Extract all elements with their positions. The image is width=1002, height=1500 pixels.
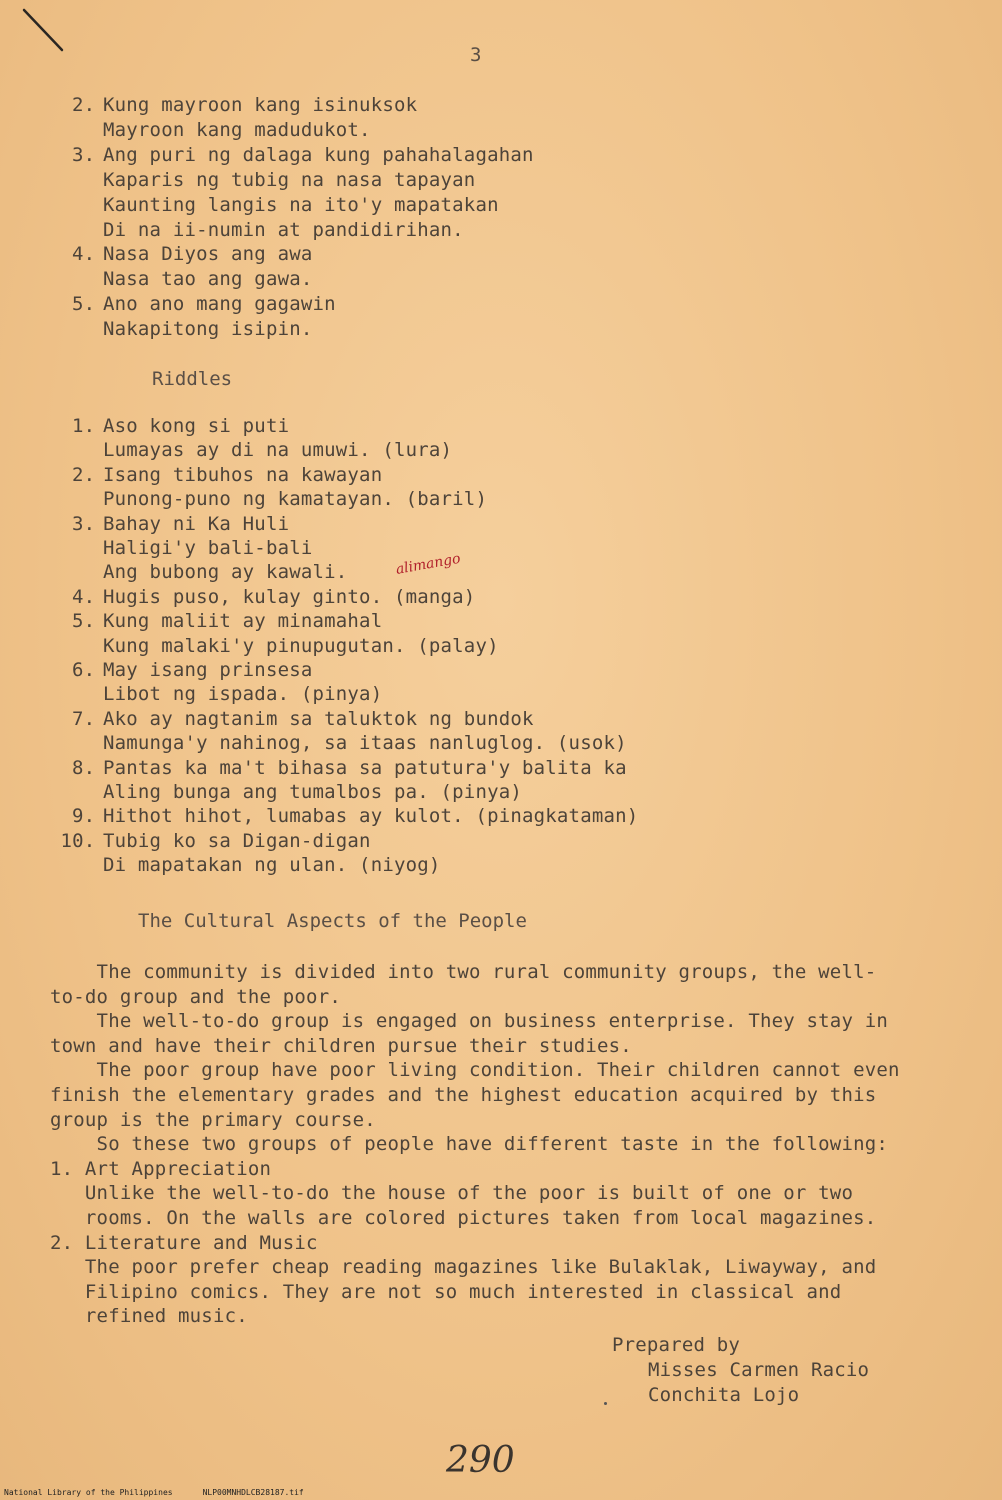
proverb-number: 5.: [72, 293, 96, 316]
cultural-line: group is the primary course.: [50, 1108, 376, 1131]
riddle-line: Isang tibuhos na kawayan: [103, 463, 383, 486]
proverb-line: Nakapitong isipin.: [103, 318, 313, 341]
riddle-number: 8.: [72, 756, 96, 779]
riddles-heading: Riddles: [152, 368, 233, 390]
riddle-line: Aling bunga ang tumalbos pa. (pinya): [103, 781, 523, 803]
riddle-line: Namunga'y nahinog, sa itaas nanluglog. (usok): [103, 732, 627, 755]
preparer-name-1: Misses Carmen Racio: [648, 1359, 870, 1381]
riddle-line: Tubig ko sa Digan-digan: [103, 829, 371, 852]
proverb-number: 3.: [72, 143, 96, 166]
page-number: 3: [470, 44, 482, 66]
footer-library: National Library of the Philippines: [4, 1488, 173, 1497]
cultural-heading: The Cultural Aspects of the People: [138, 910, 527, 932]
proverb-line: Di na ii-numin at pandidirihan.: [103, 218, 464, 241]
proverb-number: 2.: [72, 94, 96, 116]
handwritten-annotation: alimango: [394, 550, 462, 578]
riddle-line: Kung malaki'y pinupugutan. (palay): [103, 634, 499, 657]
riddle-line: Hugis puso, kulay ginto. (manga): [103, 585, 476, 608]
cultural-line: town and have their children pursue their studies.: [50, 1034, 632, 1057]
pen-stroke-mark: [22, 6, 72, 56]
scan-footer: [4, 1488, 304, 1497]
riddle-number: 4.: [72, 585, 96, 608]
riddle-number: 1.: [72, 415, 96, 437]
riddle-line: Punong-puno ng kamatayan. (baril): [103, 488, 488, 511]
proverb-line: Kaparis ng tubig na nasa tapayan: [103, 168, 476, 191]
riddle-line: Lumayas ay di na umuwi. (lura): [103, 439, 453, 462]
cultural-line: Unlike the well-to-do the house of the poor is built of one or two: [50, 1182, 854, 1205]
riddle-number: 5.: [72, 610, 96, 633]
riddle-line: Ang bubong ay kawali.: [103, 561, 348, 584]
riddle-number: 10.: [60, 829, 96, 852]
riddle-line: Hithot hihot, lumabas ay kulot. (pinagkataman): [103, 805, 639, 828]
cultural-line: So these two groups of people have different taste in the following:: [50, 1133, 889, 1156]
proverb-line: Ang puri ng dalaga kung pahahalagahan: [103, 143, 534, 166]
handwritten-folio-number: 290: [446, 1440, 515, 1481]
riddle-number: 3.: [72, 512, 96, 535]
riddle-line: Pantas ka ma't bihasa sa patutura'y balita ka: [103, 756, 627, 779]
proverb-line: Kaunting langis na ito'y mapatakan: [103, 193, 499, 216]
riddle-number: 6.: [72, 659, 96, 681]
proverb-line: Nasa Diyos ang awa: [103, 243, 313, 266]
cultural-line: finish the elementary grades and the highest education acquired by this: [50, 1084, 877, 1106]
riddle-number: 9.: [72, 805, 96, 828]
proverb-line: Mayroon kang madudukot.: [103, 118, 371, 141]
cultural-line: rooms. On the walls are colored pictures taken from local magazines.: [50, 1207, 877, 1229]
cultural-line: The poor prefer cheap reading magazines like Bulaklak, Liwayway, and: [50, 1256, 877, 1279]
riddle-line: May isang prinsesa: [103, 659, 313, 681]
riddle-line: Haligi'y bali-bali: [103, 537, 313, 559]
footer-filename: NLP00MNHDLCB28187.tif: [202, 1488, 304, 1497]
cultural-line: The community is divided into two rural community groups, the well-: [50, 961, 877, 983]
cultural-line: to-do group and the poor.: [50, 985, 341, 1008]
proverb-line: Ano ano mang gagawin: [103, 293, 336, 316]
riddle-number: 7.: [72, 707, 96, 730]
prepared-by-label: Prepared by: [612, 1334, 741, 1356]
riddle-line: Ako ay nagtanim sa taluktok ng bundok: [103, 707, 534, 730]
preparer-name-2: Conchita Lojo: [648, 1384, 800, 1406]
riddle-line: Libot ng ispada. (pinya): [103, 683, 383, 706]
riddle-line: Di mapatakan ng ulan. (niyog): [103, 854, 441, 877]
riddle-line: Kung maliit ay minamahal: [103, 610, 383, 633]
cultural-line: The poor group have poor living condition. Their children cannot even: [50, 1059, 900, 1082]
cultural-line: 1. Art Appreciation: [50, 1157, 272, 1180]
cultural-line: 2. Literature and Music: [50, 1231, 318, 1254]
proverb-line: Nasa tao ang gawa.: [103, 268, 313, 291]
cultural-line: Filipino comics. They are not so much interested in classical and: [50, 1280, 842, 1303]
proverb-number: 4.: [72, 243, 96, 266]
riddle-line: Aso kong si puti: [103, 415, 290, 437]
riddle-number: 2.: [72, 463, 96, 486]
riddle-line: Bahay ni Ka Huli: [103, 512, 290, 535]
cultural-line: The well-to-do group is engaged on business enterprise. They stay in: [50, 1010, 889, 1033]
ink-dot: [604, 1402, 607, 1405]
cultural-line: refined music.: [50, 1305, 248, 1328]
proverb-line: Kung mayroon kang isinuksok: [103, 94, 418, 116]
